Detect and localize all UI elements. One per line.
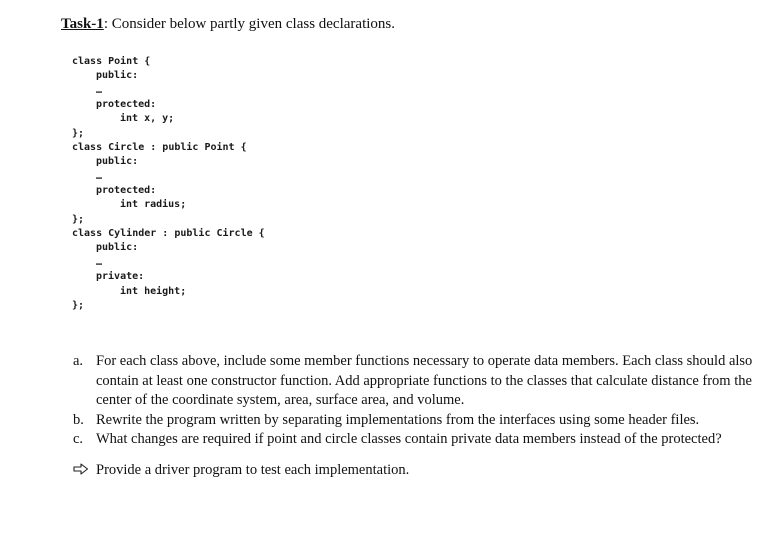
task-description: Consider below partly given class declarations. xyxy=(107,16,395,32)
question-list xyxy=(73,352,753,480)
question-item xyxy=(73,352,753,411)
code-line: protected: xyxy=(96,99,157,111)
code-line: class Point { xyxy=(72,56,151,67)
code-line: private: xyxy=(96,271,145,283)
code-line: int radius; xyxy=(120,199,187,211)
code-line: int height; xyxy=(120,285,187,297)
code-line: … xyxy=(96,256,103,268)
code-line: int x, y; xyxy=(120,113,175,125)
question-text: Rewrite the program written by separating implementations from the interfaces using some header files. xyxy=(96,411,700,428)
driver-instruction xyxy=(73,461,753,481)
code-line: public: xyxy=(96,156,139,168)
task-label: Task-1 xyxy=(61,16,104,32)
question-marker: a. xyxy=(73,353,84,369)
question-marker: b. xyxy=(73,411,84,428)
question-text: For each class above, include some member functions necessary to operate data members. Each class should also contain at least one constructor function. Add appropriate functions to the classes that calculate distance from the center of the coordinate system, area, surface area, and volume. xyxy=(96,353,753,408)
code-line: class Circle : public Point { xyxy=(72,142,247,154)
question-item xyxy=(73,430,753,450)
question-item xyxy=(73,411,753,431)
code-line: public: xyxy=(96,70,139,82)
code-line: }; xyxy=(72,299,85,311)
code-line: class Cylinder : public Circle { xyxy=(72,228,265,240)
code-line: protected: xyxy=(96,185,157,197)
driver-text: Provide a driver program to test each implementation. xyxy=(96,461,410,478)
code-line: … xyxy=(96,170,103,182)
code-line: … xyxy=(96,84,103,96)
code-block xyxy=(72,55,472,313)
code-line: public: xyxy=(96,242,139,254)
arrow-right-icon xyxy=(73,461,89,481)
question-marker: c. xyxy=(73,431,84,447)
code-line: }; xyxy=(72,213,85,225)
question-text: What changes are required if point and circle classes contain private data members instead of the protected? xyxy=(96,431,722,447)
task-heading: Task-1: Consider below partly given class declarations. xyxy=(61,16,395,32)
code-line: }; xyxy=(72,127,85,139)
